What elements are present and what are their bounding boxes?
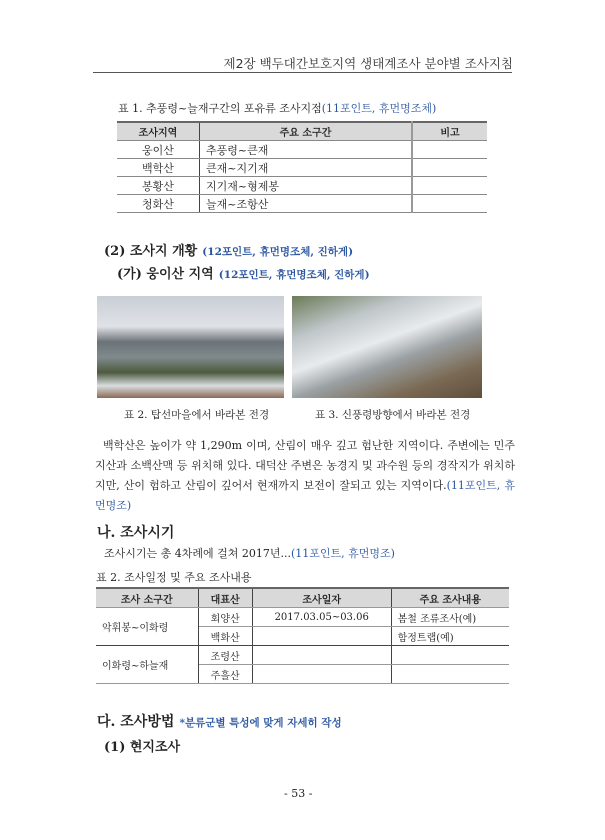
text: 조사시기는 총 4차례에 걸쳐 2017년... xyxy=(104,547,291,560)
cell: 백학산 xyxy=(117,159,200,177)
cell xyxy=(391,646,509,665)
cell xyxy=(412,141,487,159)
cell: 주흘산 xyxy=(198,665,252,684)
cell: 웅이산 xyxy=(117,141,200,159)
running-header: 제2장 백두대간보호지역 생태계조사 분야별 조사지침 xyxy=(223,56,513,71)
heading-note: *분류군별 특성에 맞게 자세히 작성 xyxy=(179,717,342,729)
photo1-caption: 표 2. 탑선마을에서 바라본 전경 xyxy=(124,409,270,421)
table1 xyxy=(117,121,487,213)
cell: 봉황산 xyxy=(117,177,200,195)
photo2-caption: 표 3. 신풍령방향에서 바라본 전경 xyxy=(315,409,471,421)
cell xyxy=(252,646,391,665)
cell xyxy=(252,627,391,646)
table2 xyxy=(96,587,509,684)
th: 조사일자 xyxy=(252,588,391,608)
landscape-photo-1 xyxy=(97,296,284,398)
heading-note: (12포인트, 휴먼명조체, 진하게) xyxy=(218,269,370,281)
heading-text: (1) 현지조사 xyxy=(104,740,181,755)
section-2a-heading xyxy=(117,263,370,282)
note: (11포인트, 휴먼명조) xyxy=(290,547,395,560)
th: 비고 xyxy=(412,122,487,141)
cell: 청화산 xyxy=(117,195,200,213)
cell: 악휘봉~이화령 xyxy=(96,608,198,646)
cell: 이화령~하늘재 xyxy=(96,646,198,684)
th: 조사 소구간 xyxy=(96,588,198,608)
section-na-heading: 나. 조사시기 xyxy=(97,525,175,541)
table2-caption: 표 2. 조사일정 및 주요 조사내용 xyxy=(96,571,252,584)
cell xyxy=(412,195,487,213)
page-number: - 53 - xyxy=(284,787,313,800)
paragraph-text: 백학산은 높이가 약 1,290m 이며, 산림이 매우 깊고 험난한 지역이다. 주변에는 민주지산과 소백산맥 등 위치해 있다. 대덕산 주변은 농경지 및 과수원 등의 경작지가 위치하지만, 산이 험하고 산림이 깊어서 현재까지 보전이 잘되고 있는 지역이다. xyxy=(95,439,515,492)
cell: 회양산 xyxy=(198,608,252,627)
heading-text: (2) 조사지 개황 xyxy=(104,244,198,259)
table-row xyxy=(96,646,509,665)
cell: 늘재~조항산 xyxy=(200,195,413,213)
th: 대표산 xyxy=(198,588,252,608)
heading-text: (가) 웅이산 지역 xyxy=(117,267,214,282)
landscape-photo-2 xyxy=(292,296,482,398)
table1-caption xyxy=(118,100,436,116)
cell: 추풍령~큰재 xyxy=(200,141,413,159)
th: 주요 조사내용 xyxy=(391,588,509,608)
cell: 지기재~형제봉 xyxy=(200,177,413,195)
heading-text: 다. 조사방법 xyxy=(97,714,175,730)
heading-note: (12포인트, 휴먼명조체, 진하게) xyxy=(202,246,354,258)
table-row xyxy=(96,608,509,627)
table-row xyxy=(117,141,487,159)
cell: 큰재~지기재 xyxy=(200,159,413,177)
section-da-heading xyxy=(97,711,342,731)
section-na-text xyxy=(104,545,395,561)
cell: 조령산 xyxy=(198,646,252,665)
cell: 백화산 xyxy=(198,627,252,646)
body-paragraph xyxy=(95,436,515,516)
cell xyxy=(412,159,487,177)
th: 조사지역 xyxy=(117,122,200,141)
paragraph-note: (11포인트, 휴먼명조) xyxy=(95,479,515,512)
caption-note: (11포인트, 휴먼명조체) xyxy=(321,102,437,115)
section-1-heading xyxy=(104,736,180,755)
cell: 2017.03.05~03.06 xyxy=(252,608,391,627)
cell: 함정트랩(예) xyxy=(391,627,509,646)
th: 주요 소구간 xyxy=(200,122,413,141)
section-2-heading xyxy=(104,240,353,259)
table-row xyxy=(117,159,487,177)
table-row xyxy=(117,195,487,213)
table-row xyxy=(117,177,487,195)
cell xyxy=(412,177,487,195)
header-rule xyxy=(93,72,512,73)
cell: 봄철 조류조사(예) xyxy=(391,608,509,627)
cell xyxy=(391,665,509,684)
caption-text: 표 1. 추풍령~늘재구간의 포유류 조사지점 xyxy=(118,102,322,115)
cell xyxy=(252,665,391,684)
